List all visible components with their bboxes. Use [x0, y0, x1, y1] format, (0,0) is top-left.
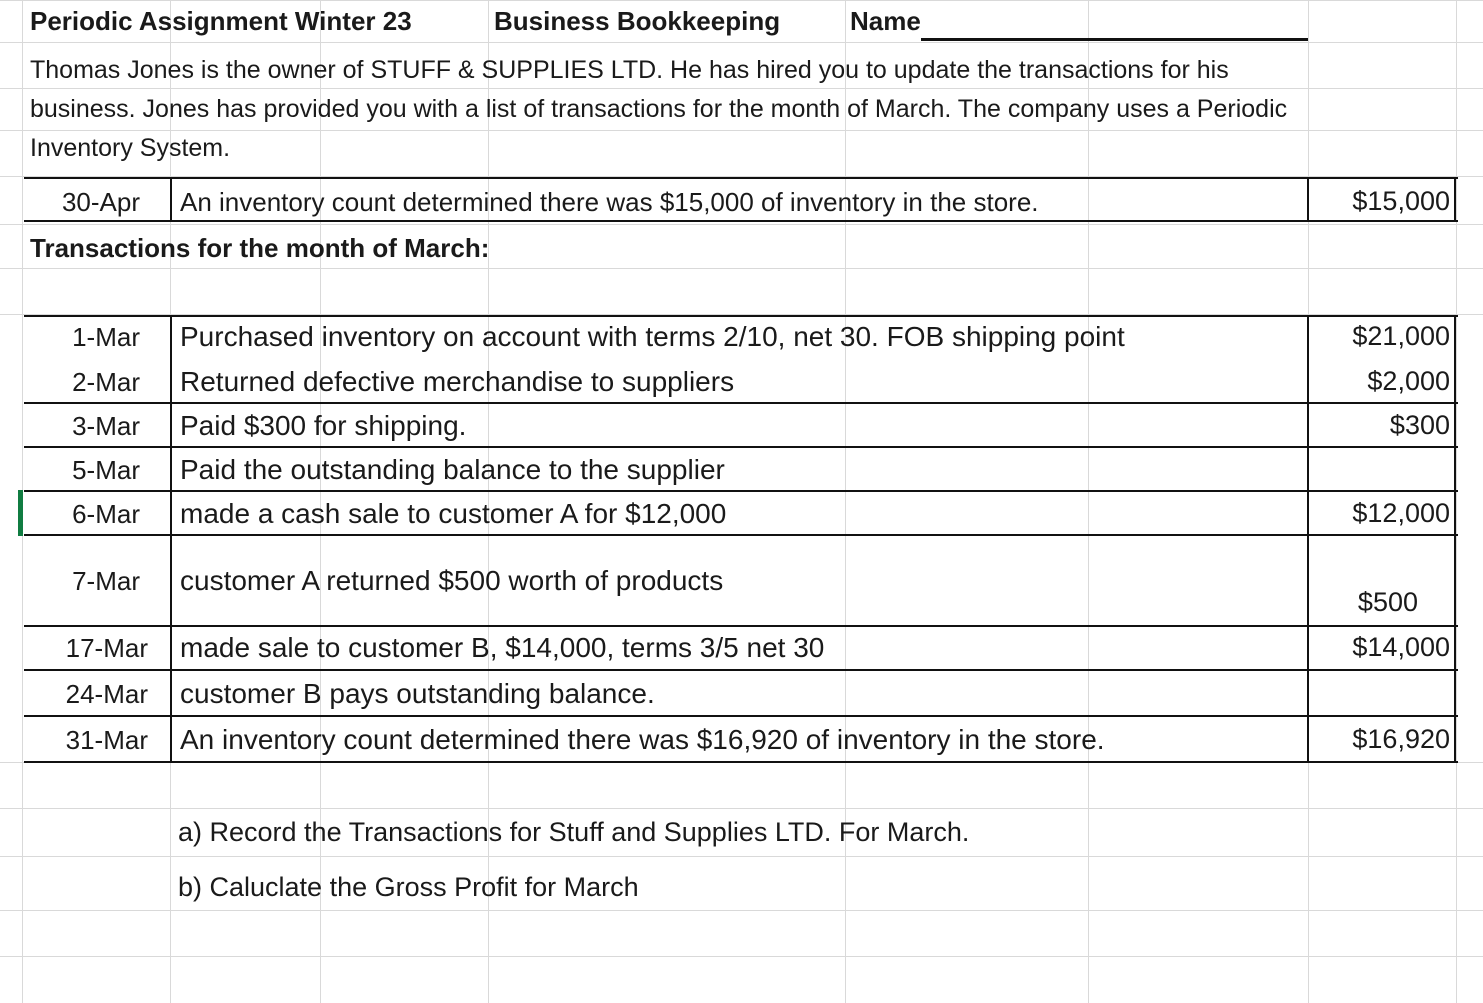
- table-row-amount: $21,000: [1352, 321, 1450, 351]
- table-row-description: Paid $300 for shipping.: [180, 410, 467, 441]
- opening-top-border: [24, 177, 1458, 179]
- name-label: Name: [850, 6, 921, 36]
- table-row-description: customer B pays outstanding balance.: [180, 678, 655, 709]
- table-row-description: made sale to customer B, $14,000, terms 3/5 net 30: [180, 632, 825, 663]
- opening-description: An inventory count determined there was $15,000 of inventory in the store.: [180, 187, 1039, 217]
- name-underline: [921, 38, 1308, 41]
- table-row-date: 7-Mar: [72, 566, 140, 596]
- table-row-description: made a cash sale to customer A for $12,000: [180, 498, 727, 529]
- table-row-description: Paid the outstanding balance to the supplier: [180, 454, 725, 485]
- table-row-date: 24-Mar: [65, 679, 148, 709]
- table-row-description: customer A returned $500 worth of products: [180, 565, 724, 596]
- section-title: Transactions for the month of March:: [30, 233, 490, 263]
- question-a: a) Record the Transactions for Stuff and Supplies LTD. For March.: [178, 817, 970, 847]
- intro-line-3: Inventory System.: [30, 134, 231, 162]
- intro-line-1: Thomas Jones is the owner of STUFF & SUPPLIES LTD. He has hired you to update the transactions for his: [30, 56, 1229, 84]
- table-row-date: 3-Mar: [72, 411, 140, 441]
- table-row-description: Purchased inventory on account with terms 2/10, net 30. FOB shipping point: [180, 321, 1125, 352]
- table-row-amount: $500: [1357, 587, 1418, 617]
- table-row-date: 5-Mar: [72, 455, 140, 485]
- table-row-date: 1-Mar: [72, 322, 140, 352]
- assignment-title: Periodic Assignment Winter 23: [30, 6, 412, 36]
- opening-date: 30-Apr: [61, 187, 140, 217]
- table-row-date: 2-Mar: [72, 367, 140, 397]
- table-row-date: 6-Mar: [72, 499, 140, 529]
- opening-amount: $15,000: [1352, 186, 1450, 216]
- table-row-amount: $12,000: [1352, 498, 1450, 528]
- table-row-date: 17-Mar: [65, 633, 148, 663]
- table-row-amount: $300: [1389, 410, 1450, 440]
- table-row-amount: $16,920: [1352, 724, 1450, 754]
- table-row-date: 31-Mar: [65, 725, 148, 755]
- intro-line-2: business. Jones has provided you with a list of transactions for the month of March. The company uses a Periodic: [30, 95, 1288, 123]
- table-row-amount: $2,000: [1367, 366, 1450, 396]
- opening-bottom-border: [24, 220, 1458, 222]
- table-row-description: An inventory count determined there was $16,920 of inventory in the store.: [180, 724, 1105, 755]
- table-row-amount: $14,000: [1352, 632, 1450, 662]
- table-row-description: Returned defective merchandise to suppliers: [180, 366, 735, 397]
- question-b: b) Caluclate the Gross Profit for March: [178, 872, 639, 902]
- course-title: Business Bookkeeping: [494, 6, 781, 36]
